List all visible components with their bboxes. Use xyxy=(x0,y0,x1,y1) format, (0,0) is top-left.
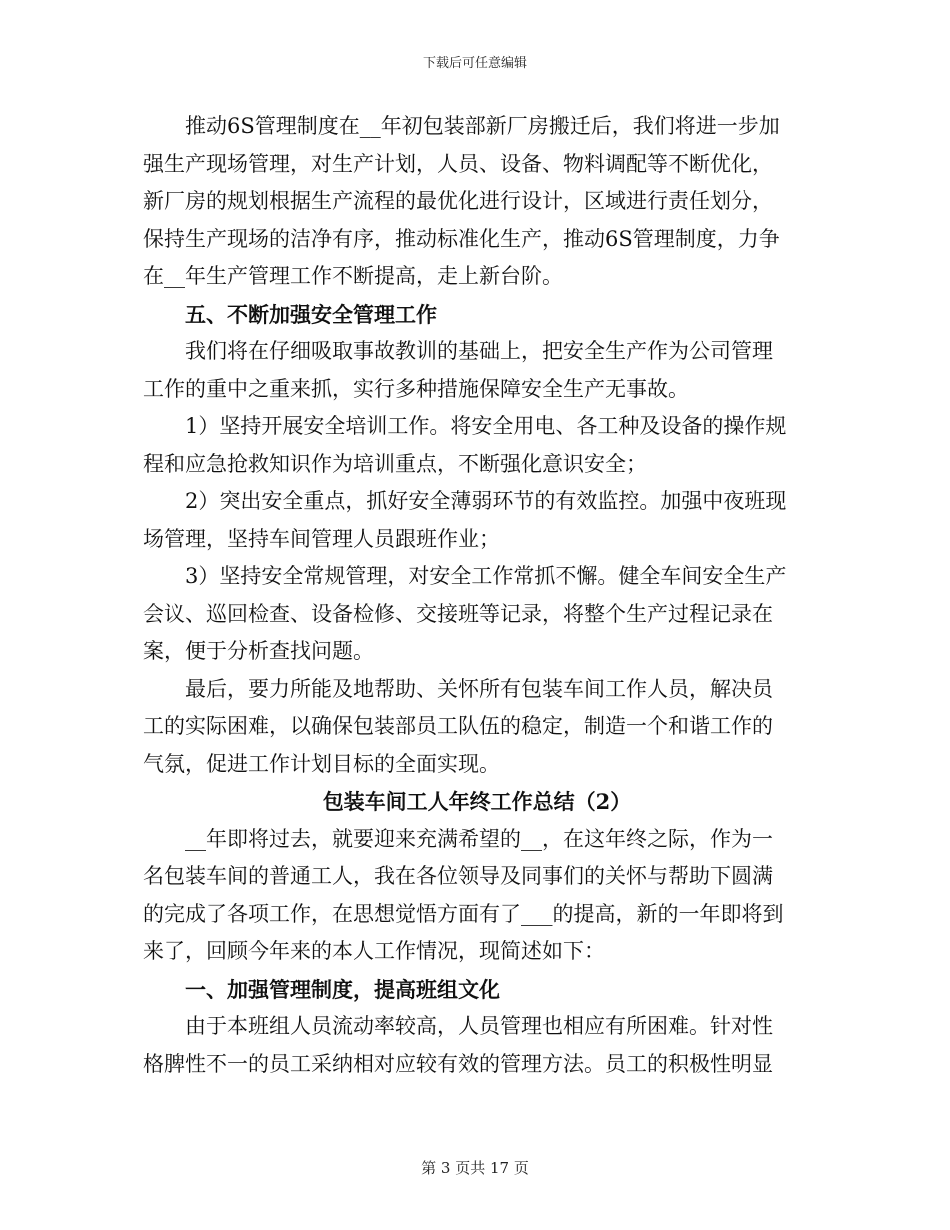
paragraph-line: 推动6S管理制度在__年初包装部新厂房搬迁后，我们将进一步加 xyxy=(185,114,780,138)
paragraph-line: 在__年生产管理工作不断提高，走上新台阶。 xyxy=(143,264,563,288)
page-footer: 第 3 页共 17 页 xyxy=(421,1159,529,1177)
document-title: 包装车间工人年终工作总结（2） xyxy=(322,789,632,814)
paragraph-line: 强生产现场管理，对生产计划，人员、设备、物料调配等不断优化， xyxy=(143,151,773,176)
paragraph-line: 气氛，促进工作计划目标的全面实现。 xyxy=(143,751,500,776)
paragraph xyxy=(143,333,811,408)
page-header: 下载后可任意编辑 xyxy=(422,56,527,71)
section-heading: 一、加强管理制度，提高班组文化 xyxy=(185,976,500,1002)
paragraph xyxy=(143,558,811,671)
paragraph-line: 案，便于分析查找问题。 xyxy=(143,639,374,663)
paragraph-line: 保持生产现场的洁净有序，推动标准化生产，推动6S管理制度，力争 xyxy=(143,226,780,251)
paragraph-line: 工的实际困难，以确保包装部员工队伍的稳定，制造一个和谐工作的 xyxy=(143,714,773,738)
paragraph-line: 场管理，坚持车间管理人员跟班作业； xyxy=(143,526,500,551)
paragraph-line: 最后，要力所能及地帮助、关怀所有包装车间工作人员，解决员 xyxy=(185,676,773,701)
paragraph xyxy=(143,671,811,784)
paragraph xyxy=(143,108,811,296)
paragraph-line: 的完成了各项工作，在思想觉悟方面有了___的提高，新的一年即将到 xyxy=(143,901,784,926)
paragraph-line: 程和应急抢救知识作为培训重点，不断强化意识安全； xyxy=(143,451,647,476)
paragraph xyxy=(143,821,811,971)
document-body xyxy=(143,108,811,1083)
paragraph-line: 2）突出安全重点，抓好安全薄弱环节的有效监控。加强中夜班现 xyxy=(185,489,787,513)
paragraph-line: 新厂房的规划根据生产流程的最优化进行设计，区域进行责任划分， xyxy=(143,189,773,213)
paragraph xyxy=(143,1008,811,1083)
section-heading: 五、不断加强安全管理工作 xyxy=(185,301,437,327)
paragraph-line: 由于本班组人员流动率较高，人员管理也相应有所困难。针对性 xyxy=(185,1014,773,1038)
paragraph-line: 名包装车间的普通工人，我在各位领导及同事们的关怀与帮助下圆满 xyxy=(143,864,773,888)
paragraph-line: 会议、巡回检查、设备检修、交接班等记录，将整个生产过程记录在 xyxy=(143,601,773,626)
paragraph xyxy=(143,408,811,483)
paragraph-line: __年即将过去，就要迎来充满希望的__，在这年终之际，作为一 xyxy=(185,826,773,851)
paragraph xyxy=(143,483,811,558)
paragraph-line: 来了，回顾今年来的本人工作情况，现简述如下： xyxy=(143,939,605,963)
paragraph-line: 1）坚持开展安全培训工作。将安全用电、各工种及设备的操作规 xyxy=(185,414,787,438)
paragraph-line: 3）坚持安全常规管理，对安全工作常抓不懈。健全车间安全生产 xyxy=(185,564,787,588)
paragraph-line: 工作的重中之重来抓，实行多种措施保障安全生产无事故。 xyxy=(143,376,689,401)
paragraph-line: 我们将在仔细吸取事故教训的基础上，把安全生产作为公司管理 xyxy=(185,339,773,363)
paragraph-line: 格脾性不一的员工采纳相对应较有效的管理方法。员工的积极性明显 xyxy=(143,1051,773,1076)
